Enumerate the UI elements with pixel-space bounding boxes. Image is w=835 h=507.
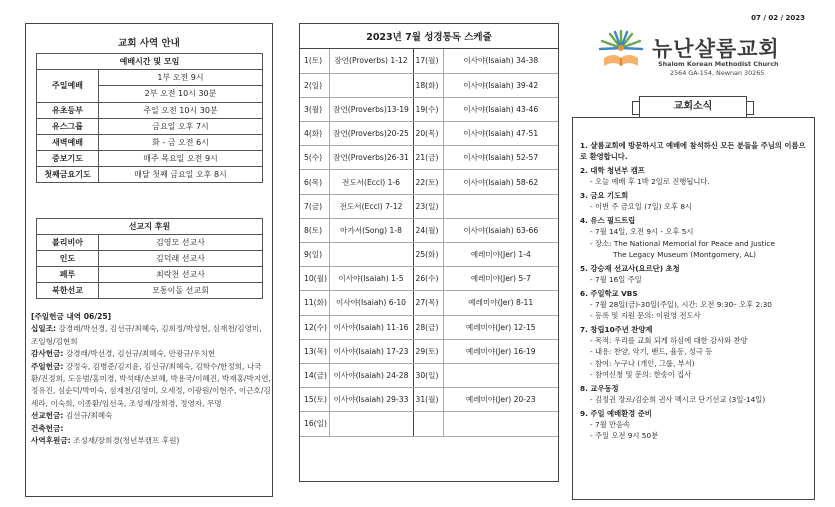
schedule-day: 16(일) bbox=[300, 412, 329, 436]
schedule-day: 31(월) bbox=[413, 388, 443, 412]
worship-key: 주일예배 bbox=[37, 70, 99, 103]
schedule-row bbox=[300, 243, 558, 267]
schedule-day: 25(화) bbox=[413, 243, 443, 267]
church-name: 뉴난샬롬교회 bbox=[652, 37, 780, 61]
schedule-day: 10(월) bbox=[300, 267, 329, 291]
schedule-day: 23(일) bbox=[413, 194, 443, 218]
mission-header: 선교지 후원 bbox=[37, 219, 263, 235]
worship-key: 첫째금요기도 bbox=[37, 167, 99, 183]
mission-key: 북한선교 bbox=[37, 283, 99, 299]
worship-value: 매달 첫째 금요일 오후 8시 bbox=[99, 167, 263, 183]
mission-value: 최락천 선교사 bbox=[99, 267, 263, 283]
offering-item: 주일헌금: 강정숙, 김병준/김지윤, 김선규/최혜숙, 김학수/한정희, 나국환/진정희, 도응범/홍미경, 박석태/손보혜, 박용국/이혜진, 박재홍/박지연, 정유진, 심순덕/박미숙, 심재천/김영미, 오세정, 이광원/이현주, 이근호/김세라, 이숙희, 이종환/임선옥, 조성재/장희경, 정영자, 무명 bbox=[31, 361, 271, 408]
schedule-day: 19(수) bbox=[413, 97, 443, 121]
mission-value: 김덕래 선교사 bbox=[99, 251, 263, 267]
schedule-reading: 잠언(Proverbs)13-19 bbox=[329, 97, 413, 121]
worship-key: 유스그룹 bbox=[37, 119, 99, 135]
schedule-day: 8(토) bbox=[300, 218, 329, 242]
schedule-day: 22(토) bbox=[413, 170, 443, 194]
worship-table bbox=[36, 53, 263, 183]
news-item bbox=[580, 263, 812, 286]
offering-item: 선교헌금: 김선규/최혜숙 bbox=[31, 411, 113, 421]
schedule-day: 3(월) bbox=[300, 97, 329, 121]
schedule-reading: 이사야(Isaiah) 34-38 bbox=[443, 49, 558, 73]
schedule-reading: 이사야(Isaiah) 17-23 bbox=[329, 339, 413, 363]
schedule-reading bbox=[443, 412, 558, 436]
bulletin-date: 07 / 02 / 2023 bbox=[751, 14, 805, 22]
schedule-day: 1(토) bbox=[300, 49, 329, 73]
schedule-row bbox=[300, 73, 558, 97]
church-name-en: Shalom Korean Methodist Church bbox=[658, 60, 779, 68]
schedule-reading: 이사야(Isaiah) 52-57 bbox=[443, 146, 558, 170]
schedule-row bbox=[300, 412, 558, 436]
schedule-day: 24(월) bbox=[413, 218, 443, 242]
schedule-day: 4(화) bbox=[300, 122, 329, 146]
news-item-detail: - 7월 28일(금)-30일(주일), 시간: 오전 9:30– 오후 2:30 bbox=[590, 299, 772, 309]
schedule-day: 15(토) bbox=[300, 388, 329, 412]
schedule-reading: 이사야(Isaiah) 29-33 bbox=[329, 388, 413, 412]
news-item-detail: - 7월 14일, 오전 9시 - 오후 5시 bbox=[590, 227, 694, 237]
schedule-day: 11(화) bbox=[300, 291, 329, 315]
schedule-day: 18(화) bbox=[413, 73, 443, 97]
schedule-reading: 이사야(Isaiah) 43-46 bbox=[443, 97, 558, 121]
schedule-reading: 잠언(Proverbs)20-25 bbox=[329, 122, 413, 146]
worship-value: 화 - 금 오전 6시 bbox=[99, 135, 263, 151]
news-item bbox=[580, 215, 812, 260]
schedule-reading: 이사야(Isaiah) 63-66 bbox=[443, 218, 558, 242]
news-item-heading: 2. 대학 청년부 캠프 bbox=[580, 165, 645, 175]
schedule-day: 12(수) bbox=[300, 315, 329, 339]
news-item-detail: - 이번 주 금요일 (7일) 오후 8시 bbox=[590, 202, 693, 212]
schedule-day: 21(금) bbox=[413, 146, 443, 170]
news-item bbox=[580, 165, 812, 188]
schedule-row bbox=[300, 315, 558, 339]
schedule-row bbox=[300, 49, 558, 73]
news-panel bbox=[572, 10, 815, 500]
news-item-detail: - 7월 16일 주일 bbox=[590, 274, 642, 284]
schedule-reading: 이사야(Isaiah) 6-10 bbox=[329, 291, 413, 315]
news-item-detail: The Legacy Museum (Montgomery, AL) bbox=[613, 249, 756, 259]
offering-item: 사역후원금: 조성재/장희경(청년부캠프 후원) bbox=[31, 436, 180, 446]
news-item-heading: 8. 교우동정 bbox=[580, 383, 619, 393]
schedule-day: 14(금) bbox=[300, 363, 329, 387]
schedule-row bbox=[300, 146, 558, 170]
schedule-reading bbox=[443, 194, 558, 218]
schedule-reading: 예레미야(Jer) 16-19 bbox=[443, 339, 558, 363]
schedule-row bbox=[300, 218, 558, 242]
schedule-row bbox=[300, 194, 558, 218]
offering-item: 감사헌금: 강경래/박선경, 김선규/최혜숙, 안광규/우치현 bbox=[31, 349, 216, 359]
mission-key: 인도 bbox=[37, 251, 99, 267]
news-item-detail: - 김정권 장로/김순희 권사 멕시코 단기선교 (3일-14일) bbox=[590, 394, 766, 404]
news-item-heading: 9. 주일 예배환경 준비 bbox=[580, 408, 652, 418]
schedule-day: 13(목) bbox=[300, 339, 329, 363]
schedule-reading: 이사야(Isaiah) 1-5 bbox=[329, 267, 413, 291]
news-item-heading: 6. 주일학교 VBS bbox=[580, 288, 638, 298]
schedule-day: 29(토) bbox=[413, 339, 443, 363]
schedule-day: 6(목) bbox=[300, 170, 329, 194]
church-address: 2564 GA-154, Newnan 30265 bbox=[670, 69, 765, 77]
news-item-heading: 1. 샬롬교회에 방문하시고 예배에 참석하신 모든 분들을 주님의 이름으로 환영합니다. bbox=[580, 141, 806, 162]
schedule-day: 9(일) bbox=[300, 243, 329, 267]
bible-reading-schedule bbox=[299, 23, 559, 482]
news-item-detail: - 참여: 누구나 (개인, 그룹, 부서) bbox=[590, 358, 695, 368]
schedule-reading bbox=[329, 412, 413, 436]
news-item-detail: - 내용: 찬양, 악기, 밴드, 율동, 성극 등 bbox=[590, 347, 713, 357]
news-list bbox=[580, 140, 812, 444]
news-box bbox=[572, 117, 815, 500]
offering-list bbox=[31, 311, 271, 447]
schedule-reading: 전도서(Eccl) 7-12 bbox=[329, 194, 413, 218]
church-logo-icon bbox=[598, 28, 644, 70]
news-item-detail: - 오늘 예배 후 1박 2일로 진행됩니다. bbox=[590, 177, 710, 187]
news-item-detail: - 등록 및 지원 문의: 이원영 전도사 bbox=[590, 311, 701, 321]
schedule-reading: 예레미야(Jer) 20-23 bbox=[443, 388, 558, 412]
schedule-day: 17(월) bbox=[413, 49, 443, 73]
schedule-row bbox=[300, 122, 558, 146]
schedule-day: 7(금) bbox=[300, 194, 329, 218]
schedule-row bbox=[300, 170, 558, 194]
news-item-heading: 3. 금요 기도회 bbox=[580, 190, 629, 200]
news-item bbox=[580, 408, 812, 442]
news-item bbox=[580, 383, 812, 406]
worship-value: 금요일 오후 7시 bbox=[99, 119, 263, 135]
worship-value: 매주 목요일 오전 9시 bbox=[99, 151, 263, 167]
worship-key: 새벽예배 bbox=[37, 135, 99, 151]
news-item-detail: - 목적: 우리를 교회 되게 하심에 대한 감사와 찬양 bbox=[590, 336, 748, 346]
schedule-reading: 예레미야(Jer) 12-15 bbox=[443, 315, 558, 339]
news-item bbox=[580, 140, 812, 163]
schedule-day: 26(수) bbox=[413, 267, 443, 291]
worship-value: 주일 오전 10시 30분 bbox=[99, 103, 263, 119]
schedule-reading: 예레미야(Jer) 5-7 bbox=[443, 267, 558, 291]
worship-key: 유초등부 bbox=[37, 103, 99, 119]
schedule-day: 2(일) bbox=[300, 73, 329, 97]
worship-value: 1부 오전 9시 2부 오전 10시 30분 bbox=[99, 70, 263, 103]
schedule-reading: 예레미야(Jer) 1-4 bbox=[443, 243, 558, 267]
schedule-reading: 이사야(Isaiah) 24-28 bbox=[329, 363, 413, 387]
schedule-reading: 이사야(Isaiah) 58-62 bbox=[443, 170, 558, 194]
news-item-heading: 7. 창립10주년 찬양제 bbox=[580, 324, 653, 334]
schedule-row bbox=[300, 97, 558, 121]
schedule-day: 20(목) bbox=[413, 122, 443, 146]
schedule-day bbox=[413, 412, 443, 436]
news-item-detail: - 장소: The National Memorial for Peace and Justice bbox=[590, 238, 775, 248]
news-item-detail: - 주일 오전 9시 50분 bbox=[590, 431, 659, 441]
schedule-reading bbox=[329, 243, 413, 267]
mission-value: 김영모 선교사 bbox=[99, 235, 263, 251]
schedule-reading: 잠언(Proverbs) 1-12 bbox=[329, 49, 413, 73]
news-item-heading: 4. 유스 필드트립 bbox=[580, 215, 636, 225]
mission-key: 볼리비아 bbox=[37, 235, 99, 251]
schedule-reading bbox=[443, 363, 558, 387]
news-title: 교회소식 bbox=[639, 96, 747, 118]
news-item bbox=[580, 190, 812, 213]
offering-title: [주일헌금 내역 06/25] bbox=[31, 312, 112, 321]
schedule-row bbox=[300, 363, 558, 387]
mission-key: 페루 bbox=[37, 267, 99, 283]
schedule-reading: 아가서(Song) 1-8 bbox=[329, 218, 413, 242]
offering-item: 십일조: 강경래/박선경, 김선규/최혜숙, 김희정/박성현, 심재천/김영미, 조일형/김현희 bbox=[31, 324, 262, 346]
news-item bbox=[580, 324, 812, 380]
schedule-reading: 전도서(Eccl) 1-6 bbox=[329, 170, 413, 194]
news-item-detail: - 7월 만음속 bbox=[590, 419, 631, 429]
schedule-table bbox=[300, 49, 558, 437]
schedule-reading: 이사야(Isaiah) 47-51 bbox=[443, 122, 558, 146]
news-item bbox=[580, 288, 812, 322]
schedule-row bbox=[300, 388, 558, 412]
mission-table bbox=[36, 218, 263, 299]
schedule-title: 2023년 7월 성경통독 스케쥴 bbox=[300, 24, 558, 49]
worship-header: 예배시간 및 모임 bbox=[37, 54, 263, 70]
ministry-title: 교회 사역 안내 bbox=[118, 38, 180, 49]
schedule-reading bbox=[329, 73, 413, 97]
news-item-heading: 5. 강승재 선교사(요르단) 초청 bbox=[580, 263, 680, 273]
schedule-row bbox=[300, 339, 558, 363]
schedule-row bbox=[300, 267, 558, 291]
schedule-reading: 이사야(Isaiah) 39-42 bbox=[443, 73, 558, 97]
schedule-day: 27(목) bbox=[413, 291, 443, 315]
worship-key: 중보기도 bbox=[37, 151, 99, 167]
schedule-day: 28(금) bbox=[413, 315, 443, 339]
mission-value: 모통이돌 선교회 bbox=[99, 283, 263, 299]
schedule-reading: 예레미야(Jer) 8-11 bbox=[443, 291, 558, 315]
news-item-detail: - 참여신청 및 문의: 한송이 집사 bbox=[590, 369, 692, 379]
ministry-info-panel bbox=[25, 23, 273, 497]
offering-item: 건축헌금: bbox=[31, 423, 64, 433]
schedule-reading: 이사야(Isaiah) 11-16 bbox=[329, 315, 413, 339]
schedule-day: 30(일) bbox=[413, 363, 443, 387]
schedule-day: 5(수) bbox=[300, 146, 329, 170]
schedule-reading: 잠언(Proverbs)26-31 bbox=[329, 146, 413, 170]
schedule-row bbox=[300, 291, 558, 315]
